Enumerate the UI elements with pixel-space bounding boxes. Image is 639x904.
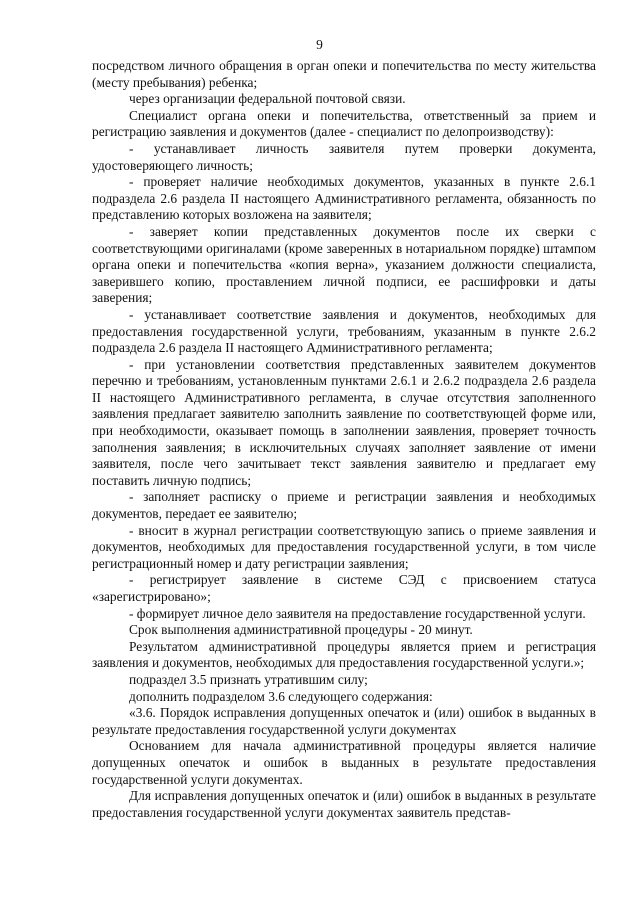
paragraph-personal-file: - формирует личное дело заявителя на предоставление государственной услуги. xyxy=(129,605,586,621)
paragraph-procedure-result: Результатом административной процедуры является прием и регистрация заявления и документов, необходимых для предоставления государственной услуги.»; xyxy=(92,638,596,671)
page-number: 9 xyxy=(316,37,323,52)
paragraph-procedure-basis: Основанием для начала административной процедуры является наличие допущенных опечаток и ошибок в выданных в результате предоставления государственной услуги документах. xyxy=(92,738,596,787)
paragraph-application-filling: - при установлении соответствия представленных заявителем документов перечню и требованиям, установленным пунктами 2.6.1 и 2.6.2 подраздела 2.6 раздела II настоящего Административного регламента, в случае отсутствия заполненного заявления предлагает заявителю заполнить заявление по соответствующей форме или, при необходимости, оказывает помощь в заполнении заявления, проверяет точность заполнения заявления; в исключительных случаях заполняет заявление от имени заявителя, после чего зачитывает текст заявления заявителю и предлагает ему поставить личную подпись; xyxy=(92,356,596,488)
paragraph-copies-certification: - заверяет копии представленных документов после их сверки с соответствующими оригиналами (кроме заверенных в нотариальном порядке) штампом органа опеки и попечительства «копия верна», указанием должности специалиста, заверившего копию, проставлением личной подписи, ее расшифровки и даты заверения; xyxy=(92,223,596,306)
paragraph-records-specialist: Специалист органа опеки и попечительства, ответственный за прием и регистрацию заявления и документов (далее - специалист по делопроизводству): xyxy=(92,107,596,140)
paragraph-add-subsection: дополнить подразделом 3.6 следующего содержания: xyxy=(129,688,433,704)
paragraph-personal-visit: посредством личного обращения в орган опеки и попечительства по месту жительства (месту пребывания) ребенка; xyxy=(92,58,596,90)
paragraph-journal-entry: - вносит в журнал регистрации соответствующую запись о приеме заявления и документов, необходимых для предоставления государственной услуги, в том числе регистрационный номер и дату регистрации заявления; xyxy=(92,522,596,571)
body-text xyxy=(92,58,596,821)
paragraph-postal-service: через организации федеральной почтовой связи. xyxy=(129,91,406,107)
paragraph-compliance-check: - устанавливает соответствие заявления и документов, необходимых для предоставления государственной услуги, требованиям, указанным в пункте 2.6.2 подраздела 2.6 раздела II настоящего Административного регламента; xyxy=(92,306,596,356)
paragraph-subsection-repealed: подраздел 3.5 признать утратившим силу; xyxy=(129,671,368,687)
paragraph-sed-registration: - регистрирует заявление в системе СЭД с присвоением статуса «зарегистрировано»; xyxy=(92,572,596,604)
paragraph-documents-check: - проверяет наличие необходимых документов, указанных в пункте 2.6.1 подраздела 2.6 раздела II настоящего Административного регламента, обязанность по представлению которых возложена на заявителя; xyxy=(92,174,596,223)
paragraph-identity-check: - устанавливает личность заявителя путем проверки документа, удостоверяющего личность; xyxy=(92,140,596,173)
paragraph-subsection-heading: «3.6. Порядок исправления допущенных опечаток и (или) ошибок в выданных в результате предоставления государственной услуги документах xyxy=(92,705,596,737)
paragraph-procedure-duration: Срок выполнения административной процедуры - 20 минут. xyxy=(129,622,473,638)
paragraph-receipt: - заполняет расписку о приеме и регистрации заявления и необходимых документов, передает ее заявителю; xyxy=(92,489,596,522)
paragraph-correction-request: Для исправления допущенных опечаток и (или) ошибок в выданных в результате предоставления государственной услуги документах заявитель представ- xyxy=(92,788,596,820)
